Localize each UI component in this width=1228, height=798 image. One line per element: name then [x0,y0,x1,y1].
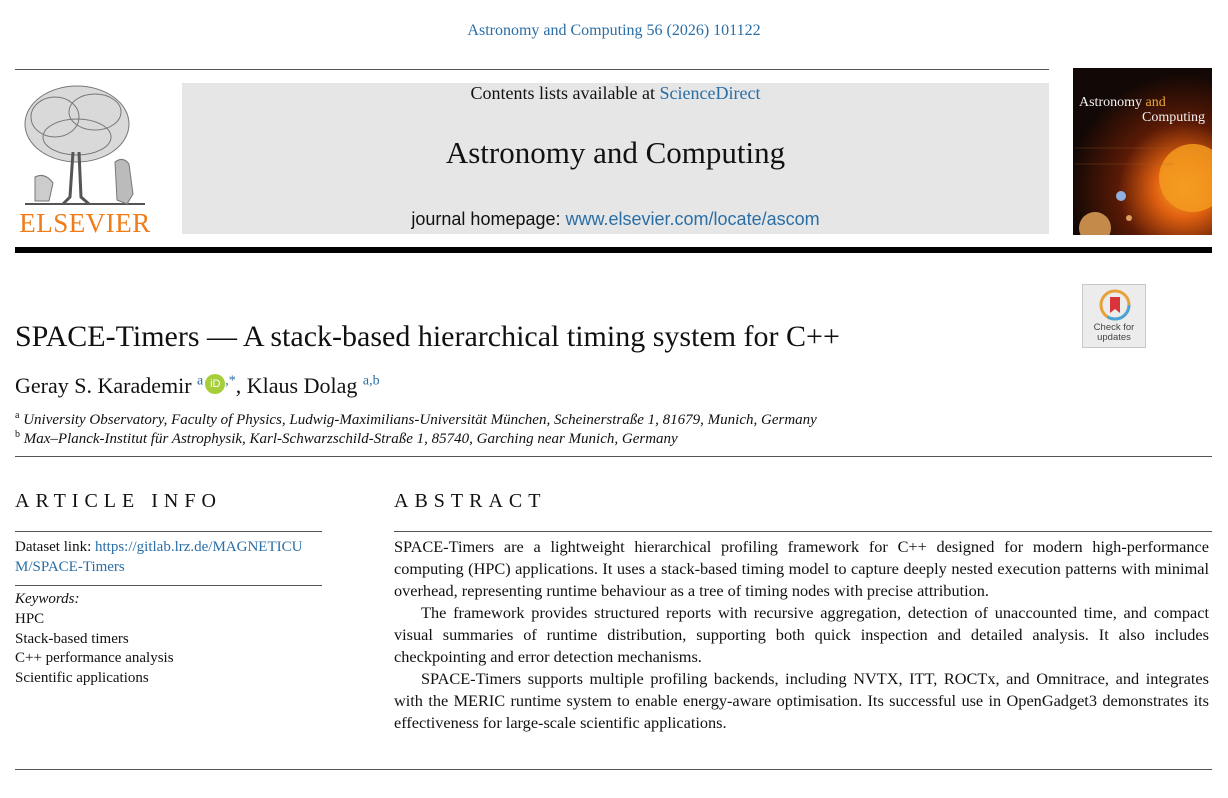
journal-cover-image[interactable] [1073,68,1212,235]
contents-prefix: Contents lists available at [470,83,660,103]
info-rule-2 [15,585,322,586]
keyword-item: HPC [15,610,45,627]
dataset-link-part1[interactable]: https://gitlab.lrz.de/MAGNETICU [94,539,303,555]
check-for-updates-label: Check for updates [1093,322,1135,343]
affil-b-mark: b [15,429,20,440]
affiliation-b [15,429,678,448]
author-name-1[interactable]: Geray S. Karademir [15,373,198,398]
abstract-body [394,536,1209,734]
affil-a-text: University Observatory, Faculty of Physics, Ludwig-Maximilians-Universität München, Scheinerstraße 1, 81679, Munich, Germany [23,412,817,428]
abstract-heading: ABSTRACT [394,490,547,512]
affiliation-rule [15,456,1212,457]
header-rule [15,69,1049,70]
affil-b-text: Max–Planck-Institut für Astrophysik, Karl-Schwarzschild-Straße 1, 85740, Garching near Munich, Germany [23,431,678,447]
author-separator: , [235,373,247,398]
keyword-item: Scientific applications [15,670,149,687]
footer-rule [15,769,1212,770]
header-thick-rule [15,247,1212,253]
author-list [15,373,380,399]
author-name-2[interactable]: Klaus Dolag [246,373,363,398]
journal-reference[interactable]: Astronomy and Computing 56 (2026) 101122 [467,22,761,39]
keywords-label: Keywords: [15,591,80,607]
article-title: SPACE-Timers — A stack-based hierarchical timing system for C++ [15,320,840,353]
article-info-heading: ARTICLE INFO [15,490,222,512]
keyword-item: C++ performance analysis [15,650,174,667]
elsevier-logo-text[interactable]: ELSEVIER [19,208,151,238]
corresponding-author-link[interactable]: ,* [225,373,236,389]
author2-affil-link[interactable]: a,b [362,373,380,389]
bookmark-check-icon [1099,289,1131,321]
journal-name: Astronomy and Computing [445,135,786,170]
abstract-paragraph-2: The framework provides structured reports with recursive aggregation, detection of unaccounted time, and compact visual summaries of runtime distribution, supporting both quick inspection and detailed analysis. It also includes checkpointing and error detection mechanisms. [394,603,1209,666]
dataset-label: Dataset link: [15,539,95,555]
abstract-rule [394,531,1212,532]
contents-line [182,83,1049,104]
sciencedirect-link[interactable]: ScienceDirect [659,83,761,103]
dataset-link-part2[interactable]: M/SPACE-Timers [15,559,125,575]
keywords-block [15,590,174,689]
homepage-prefix: journal homepage: [411,209,566,229]
cover-planets-icon [1073,68,1212,235]
cover-title-word2: Computing [1141,110,1205,125]
homepage-line [182,209,1049,230]
author1-affil-link[interactable]: a [197,373,204,389]
check-for-updates-button[interactable] [1082,284,1146,348]
info-rule-1 [15,531,322,532]
journal-homepage-link[interactable]: www.elsevier.com/locate/ascom [565,209,820,229]
affiliation-a [15,410,817,429]
cover-title-word1: Astronomy [1079,95,1146,110]
cover-title-and: and [1145,95,1166,110]
dataset-block [15,537,325,577]
abstract-paragraph-3: SPACE-Timers supports multiple profiling backends, including NVTX, ITT, ROCTx, and Omnitrace, and integrates with the MERIC runtime system to enable energy-aware optimisation. Its successful use in OpenGadget3 demonstrates its effectiveness for large-scale scientific applications. [394,669,1209,732]
abstract-paragraph-1: SPACE-Timers are a lightweight hierarchical profiling framework for C++ designed for modern high-performance computing (HPC) applications. It uses a stack-based timing model to capture deeply nested execution patterns with minimal overhead, representing runtime behaviour as a tree of timing nodes with precise attribution. [394,537,1209,600]
affil-a-mark: a [15,410,20,421]
keyword-item: Stack-based timers [15,630,129,647]
journal-banner [182,83,1049,234]
orcid-icon[interactable]: iD [205,374,225,394]
